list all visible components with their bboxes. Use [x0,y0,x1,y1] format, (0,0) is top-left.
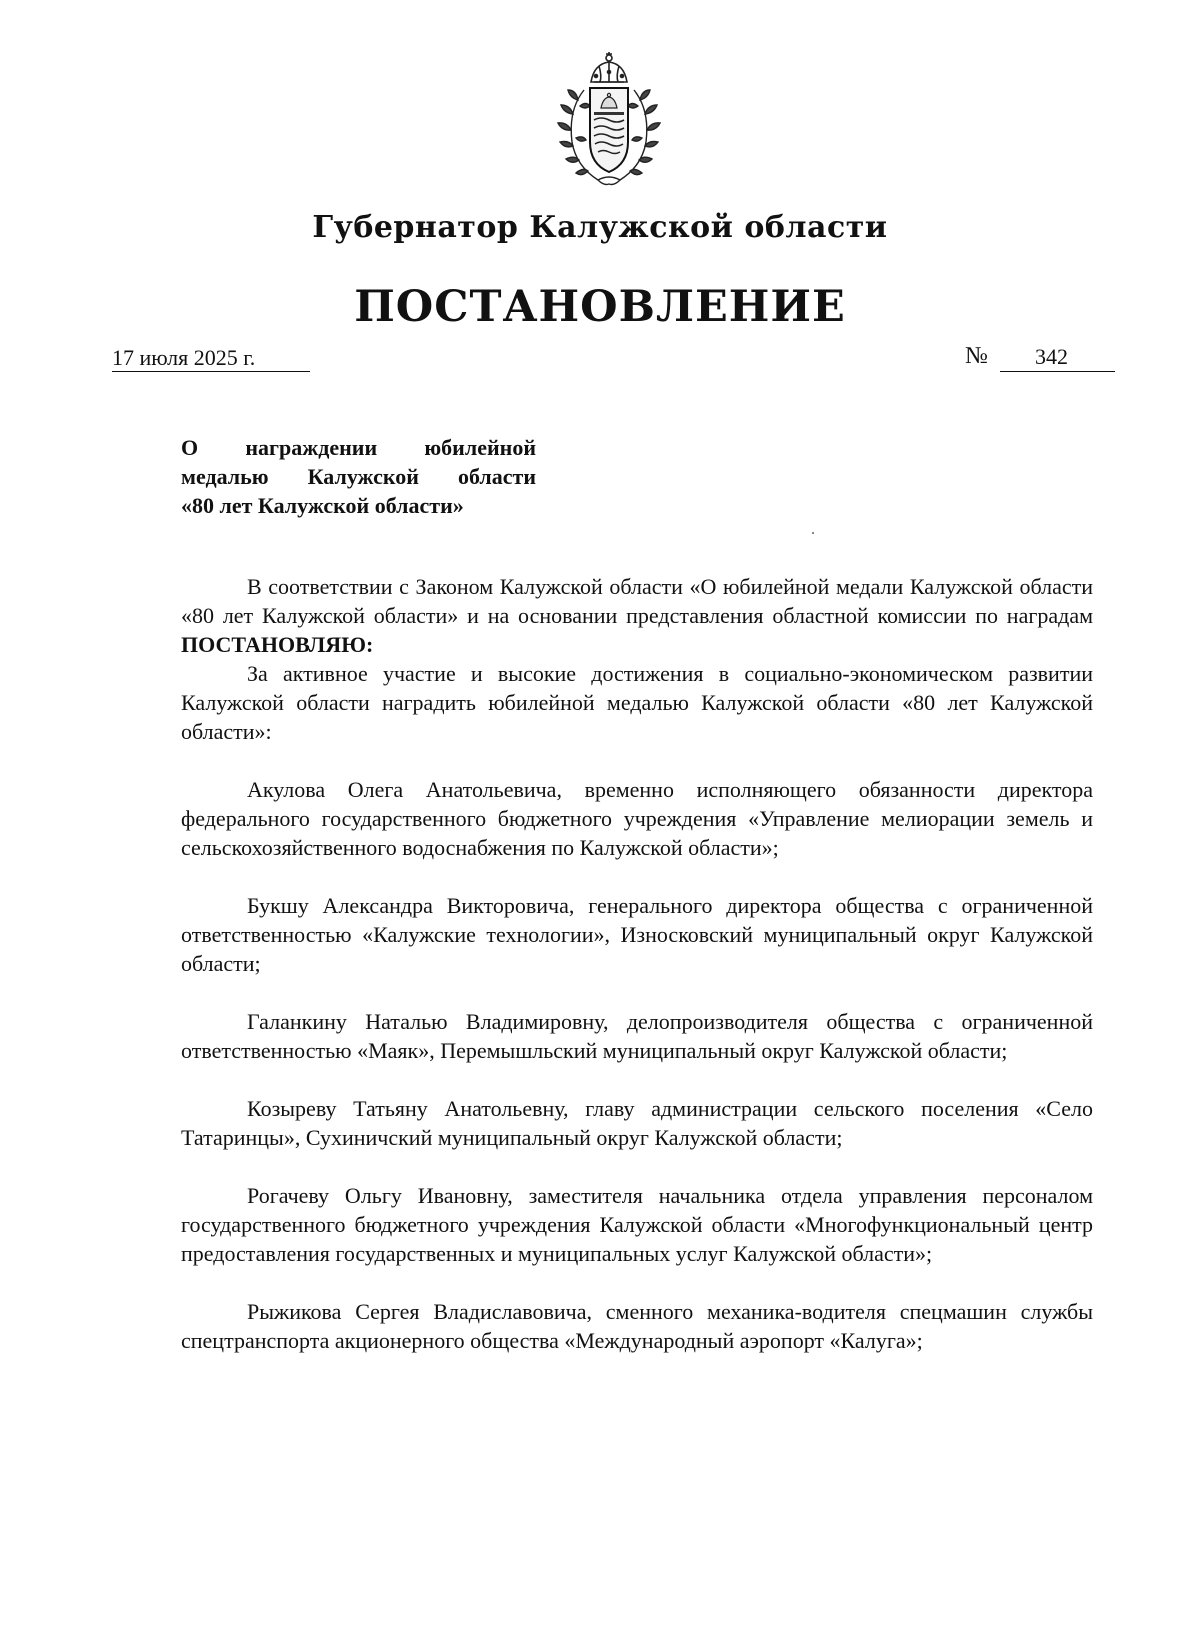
awardee-paragraph: Акулова Олега Анатольевича, временно исполняющего обязанности директора федерального государственного бюджетного учреждения «Управление мелиорации земель и сельскохозяйственного водоснабжения по Калужской области»; [181,777,1093,860]
number-sign: № [965,343,988,369]
awardee-paragraph: Рогачеву Ольгу Ивановну, заместителя начальника отдела управления персоналом государственного бюджетного учреждения Калужской области «Многофункциональный центр предоставления государственных и муниципальных услуг Калужской области»; [181,1183,1093,1266]
document-type-title: ПОСТАНОВЛЕНИЕ [354,282,846,332]
awardee-paragraph: Галанкину Наталью Владимировну, делопроизводителя общества с ограниченной ответственностью «Маяк», Перемышльский муниципальный округ Калужской области; [181,1009,1093,1063]
document-body [181,572,1093,1355]
document-date: 17 июля 2025 г. [112,345,256,370]
issuing-authority: Губернатор Калужской области [312,210,888,245]
subject-line: О награждении юбилейной [181,435,536,460]
date-underline [112,371,310,372]
preamble-text: В соответствии с Законом Калужской области «О юбилейной медали Калужской области «80 лет Калужской области» и на основании представления областной комиссии по наградам [181,574,1093,628]
decree-keyword: ПОСТАНОВЛЯЮ: [181,632,374,657]
document-number: 342 [1035,344,1068,369]
document-subject [181,433,536,520]
awardee-paragraph: Рыжикова Сергея Владиславовича, сменного механика-водителя спецмашин службы спецтранспорта акционерного общества «Международный аэропорт «Калуга»; [181,1299,1093,1353]
scan-speck [812,532,814,534]
subject-line: «80 лет Калужской области» [181,493,464,518]
decree-paragraph: За активное участие и высокие достижения в социально-экономическом развитии Калужской области наградить юбилейной медалью Калужской области «80 лет Калужской области»: [181,661,1093,744]
awardee-paragraph: Козыреву Татьяну Анатольевну, главу администрации сельского поселения «Село Татаринцы», Сухиничский муниципальный округ Калужской области; [181,1096,1093,1150]
preamble-paragraph [181,572,1093,659]
subject-line: медалью Калужской области [181,464,536,489]
awardee-paragraph: Букшу Александра Викторовича, генерального директора общества с ограниченной ответственностью «Калужские технологии», Износковский муниципальный округ Калужской области; [181,893,1093,976]
kaluga-coat-of-arms-icon [554,50,664,190]
number-underline [1000,371,1115,372]
